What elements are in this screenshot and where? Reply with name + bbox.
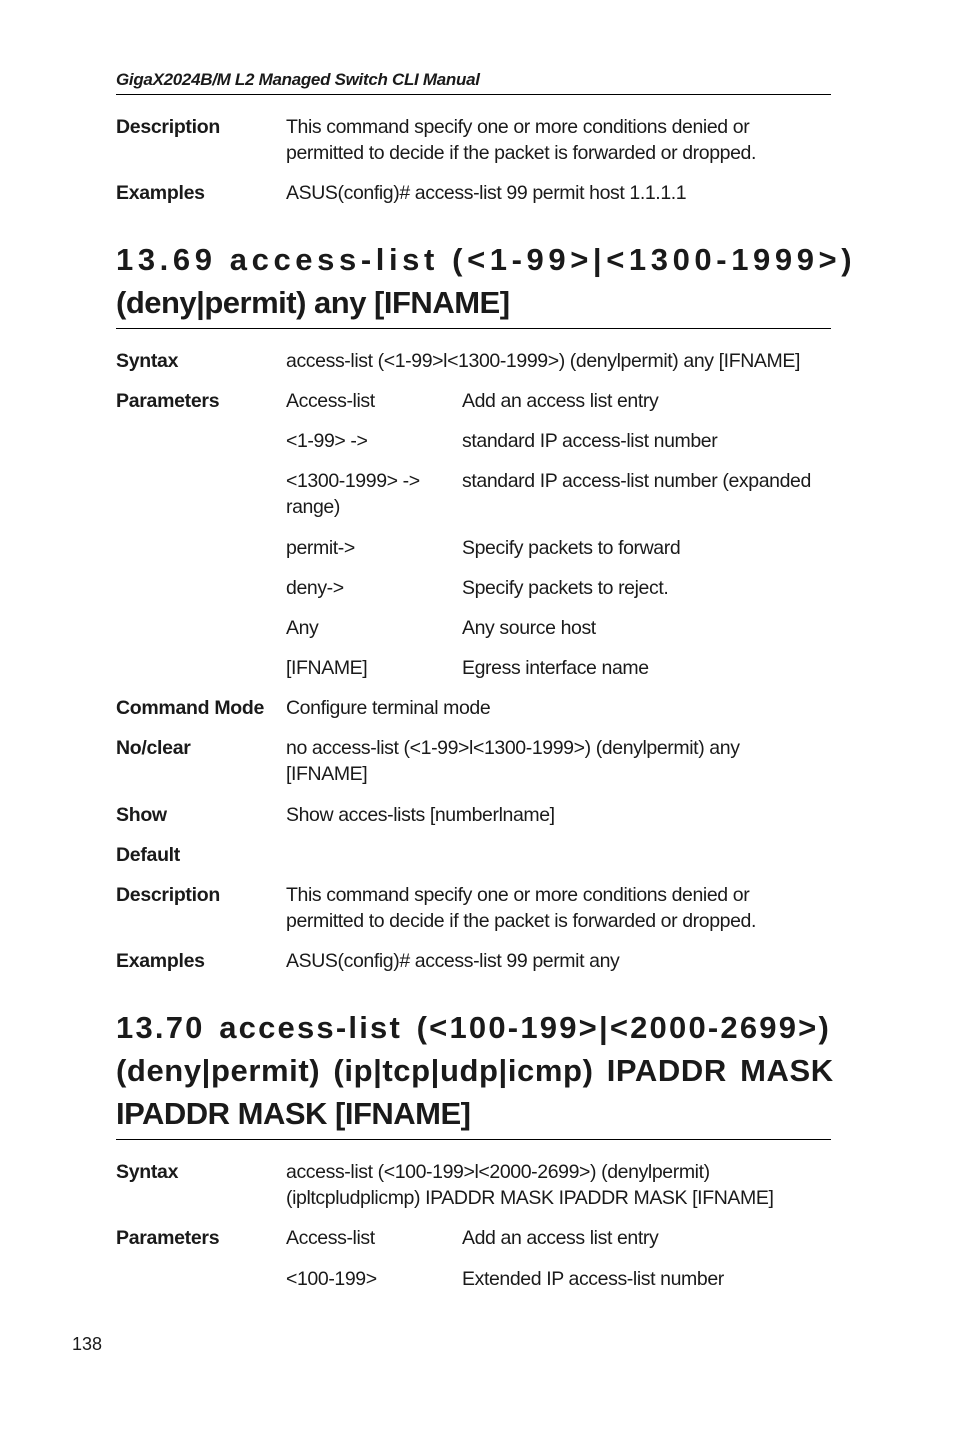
noclear-label: No/clear <box>116 737 191 759</box>
parameters-label: Parameters <box>116 1227 220 1249</box>
section-heading-13-70: 13.70 access-list (<100-199>|<2000-2699>) (deny|permit) (ip|tcp|udp|icmp) IPADDR MASK IPADDR MASK [IFNAME] <box>116 1006 831 1140</box>
show-label: Show <box>116 804 167 826</box>
parameter-description: standard IP access-list number (expanded <box>462 470 811 492</box>
parameter-name: <1-99> -> <box>286 430 368 452</box>
parameter-description: Specify packets to reject. <box>462 577 669 599</box>
description-text: This command specify one or more conditions denied or permitted to decide if the packet is forwarded or dropped. <box>286 116 756 164</box>
parameter-name: Access-list <box>286 1227 375 1249</box>
noclear-text: no access-list (<1-99>l<1300-1999>) (denylpermit) any [IFNAME] <box>286 737 740 785</box>
show-text: Show acces-lists [numberlname] <box>286 804 555 826</box>
description-label: Description <box>116 116 220 138</box>
syntax-text: access-list (<100-199>l<2000-2699>) (denylpermit) (ipltcpludplicmp) IPADDR MASK IPADDR MASK [IFNAME] <box>286 1161 774 1209</box>
parameter-name: Access-list <box>286 390 375 412</box>
parameter-name: permit-> <box>286 537 355 559</box>
examples-text: ASUS(config)# access-list 99 permit host 1.1.1.1 <box>286 182 687 204</box>
parameter-description: Any source host <box>462 617 596 639</box>
command-mode-label: Command Mode <box>116 697 265 719</box>
parameter-description: standard IP access-list number <box>462 430 718 452</box>
parameter-description: Specify packets to forward <box>462 537 681 559</box>
parameter-name: Any <box>286 617 319 639</box>
parameter-description: Add an access list entry <box>462 1227 659 1249</box>
description-text: This command specify one or more conditions denied or permitted to decide if the packet is forwarded or dropped. <box>286 884 756 932</box>
parameter-name: [IFNAME] <box>286 657 368 679</box>
parameter-description: Egress interface name <box>462 657 649 679</box>
examples-label: Examples <box>116 182 205 204</box>
syntax-label: Syntax <box>116 1161 179 1183</box>
parameters-label: Parameters <box>116 390 220 412</box>
parameter-description: Extended IP access-list number <box>462 1268 724 1290</box>
syntax-label: Syntax <box>116 350 179 372</box>
examples-label: Examples <box>116 950 205 972</box>
default-label: Default <box>116 844 180 866</box>
running-header: GigaX2024B/M L2 Managed Switch CLI Manual <box>116 70 831 95</box>
parameter-description: Add an access list entry <box>462 390 659 412</box>
command-mode-text: Configure terminal mode <box>286 697 491 719</box>
page-number: 138 <box>72 1334 103 1354</box>
section-heading-13-69: 13.69 access-list (<1-99>|<1300-1999>) (deny|permit) any [IFNAME] <box>116 238 831 329</box>
parameter-name: range) <box>286 496 340 518</box>
parameter-name: <1300-1999> -> <box>286 470 420 492</box>
examples-text: ASUS(config)# access-list 99 permit any <box>286 950 620 972</box>
syntax-text: access-list (<1-99>l<1300-1999>) (denylpermit) any [IFNAME] <box>286 350 800 372</box>
parameter-name: deny-> <box>286 577 344 599</box>
parameter-name: <100-199> <box>286 1268 377 1290</box>
description-label: Description <box>116 884 220 906</box>
